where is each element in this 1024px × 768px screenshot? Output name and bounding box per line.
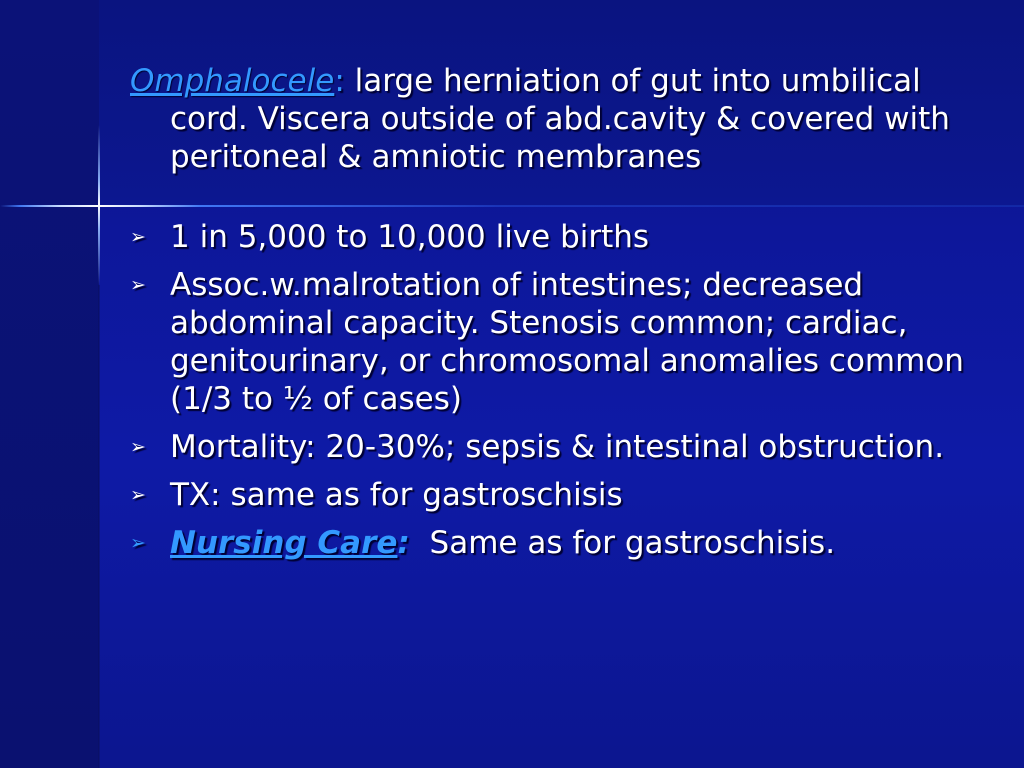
intro-paragraph <box>130 62 990 176</box>
list-item <box>130 524 990 562</box>
list-item-text: 1 in 5,000 to 10,000 live births <box>170 219 650 255</box>
list-item-text: TX: same as for gastroschisis <box>170 477 623 513</box>
intro-text: large herniation of gut into umbilical cord. Viscera outside of abd.cavity & covered with peritoneal & amniotic membranes <box>170 63 950 175</box>
vertical-accent-line <box>98 125 100 285</box>
nursing-care-text: Same as for gastroschisis. <box>409 525 836 561</box>
arrow-bullet-icon: ➢ <box>130 532 146 554</box>
list-item-text: Mortality: 20-30%; sepsis & intestinal obstruction. <box>170 429 945 465</box>
nursing-care-colon: : <box>397 525 410 561</box>
intro-term: Omphalocele <box>130 63 335 99</box>
list-item <box>130 266 990 418</box>
list-item <box>130 476 990 514</box>
arrow-bullet-icon: ➢ <box>130 226 146 248</box>
arrow-bullet-icon: ➢ <box>130 436 146 458</box>
bullet-list <box>130 218 990 562</box>
arrow-bullet-icon: ➢ <box>130 274 146 296</box>
vertical-divider <box>98 285 100 768</box>
list-item-text: Assoc.w.malrotation of intestines; decreased abdominal capacity. Stenosis common; cardiac, genitourinary, or chromosomal anomalies common (1/3 to ½ of cases) <box>170 267 964 417</box>
list-item <box>130 218 990 256</box>
left-band <box>0 0 99 768</box>
arrow-bullet-icon: ➢ <box>130 484 146 506</box>
intro-colon: : <box>334 63 345 99</box>
list-item <box>130 428 990 466</box>
nursing-care-term: Nursing Care <box>170 525 398 561</box>
slide-content <box>130 62 990 572</box>
